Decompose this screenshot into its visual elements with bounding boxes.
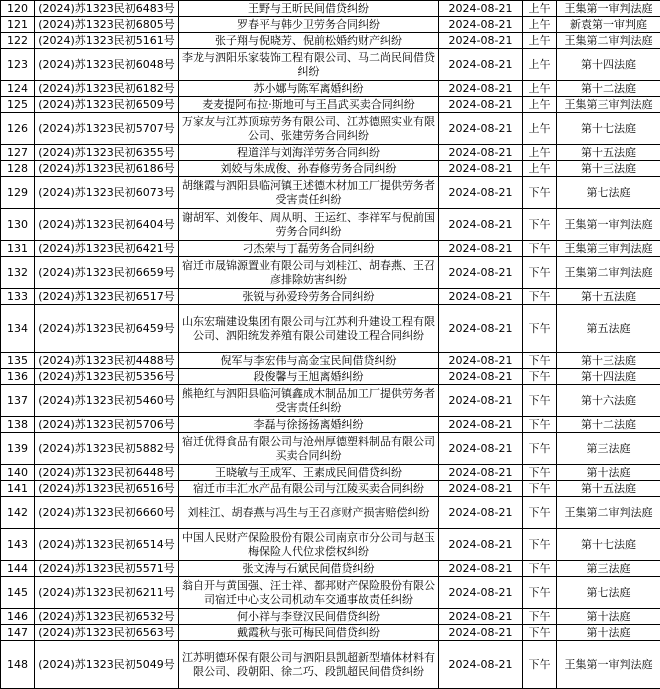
table-row (1, 289, 660, 305)
row-number: 141 (1, 481, 35, 497)
table-row (1, 353, 660, 369)
case-number: (2024)苏1323民初6517号 (35, 289, 179, 305)
table-row (1, 113, 660, 145)
courtroom: 第十四法庭 (557, 369, 660, 385)
case-title: 罗春平与韩少卫劳务合同纠纷 (179, 17, 439, 33)
case-number: (2024)苏1323民初6048号 (35, 49, 179, 81)
case-number: (2024)苏1323民初6404号 (35, 209, 179, 241)
courtroom: 新袁第一审判庭 (557, 17, 660, 33)
hearing-time: 上午 (523, 49, 557, 81)
hearing-date: 2024-08-21 (439, 577, 523, 609)
row-number: 132 (1, 257, 35, 289)
case-number: (2024)苏1323民初6073号 (35, 177, 179, 209)
table-row (1, 209, 660, 241)
case-title: 胡继霞与泗阳县临河镇王述德木材加工厂提供劳务者受害责任纠纷 (179, 177, 439, 209)
courtroom: 第十三法庭 (557, 161, 660, 177)
case-number: (2024)苏1323民初6182号 (35, 81, 179, 97)
courtroom: 第十七法庭 (557, 529, 660, 561)
case-title: 张文涛与石斌民间借贷纠纷 (179, 561, 439, 577)
table-row (1, 17, 660, 33)
row-number: 120 (1, 1, 35, 17)
courtroom: 第五法庭 (557, 305, 660, 353)
courtroom: 第三法庭 (557, 433, 660, 465)
case-number: (2024)苏1323民初5571号 (35, 561, 179, 577)
row-number: 127 (1, 145, 35, 161)
courtroom: 王集第三审判法庭 (557, 97, 660, 113)
table-row (1, 497, 660, 529)
row-number: 148 (1, 641, 35, 689)
case-number: (2024)苏1323民初6459号 (35, 305, 179, 353)
table-body (1, 1, 660, 689)
row-number: 144 (1, 561, 35, 577)
hearing-time: 下午 (523, 497, 557, 529)
case-number: (2024)苏1323民初4488号 (35, 353, 179, 369)
case-number: (2024)苏1323民初6805号 (35, 17, 179, 33)
row-number: 122 (1, 33, 35, 49)
courtroom: 第十法庭 (557, 609, 660, 625)
table-row (1, 625, 660, 641)
courtroom: 第七法庭 (557, 577, 660, 609)
hearing-date: 2024-08-21 (439, 353, 523, 369)
case-number: (2024)苏1323民初6516号 (35, 481, 179, 497)
hearing-date: 2024-08-21 (439, 1, 523, 17)
case-number: (2024)苏1323民初6448号 (35, 465, 179, 481)
row-number: 142 (1, 497, 35, 529)
row-number: 133 (1, 289, 35, 305)
hearing-date: 2024-08-21 (439, 17, 523, 33)
table-row (1, 529, 660, 561)
courtroom: 第十法庭 (557, 465, 660, 481)
hearing-date: 2024-08-21 (439, 113, 523, 145)
hearing-date: 2024-08-21 (439, 33, 523, 49)
row-number: 130 (1, 209, 35, 241)
hearing-time: 下午 (523, 385, 557, 417)
table-row (1, 33, 660, 49)
hearing-date: 2024-08-21 (439, 385, 523, 417)
courtroom: 王集第一审判法庭 (557, 641, 660, 689)
table-row (1, 481, 660, 497)
hearing-time: 下午 (523, 289, 557, 305)
courtroom: 第十三法庭 (557, 353, 660, 369)
case-number: (2024)苏1323民初6659号 (35, 257, 179, 289)
row-number: 123 (1, 49, 35, 81)
hearing-date: 2024-08-21 (439, 417, 523, 433)
hearing-date: 2024-08-21 (439, 97, 523, 113)
hearing-date: 2024-08-21 (439, 161, 523, 177)
hearing-time: 下午 (523, 625, 557, 641)
row-number: 137 (1, 385, 35, 417)
case-title: 刘姣与朱成俊、孙春修劳务合同纠纷 (179, 161, 439, 177)
hearing-time: 下午 (523, 353, 557, 369)
hearing-date: 2024-08-21 (439, 257, 523, 289)
hearing-time: 下午 (523, 481, 557, 497)
row-number: 129 (1, 177, 35, 209)
row-number: 138 (1, 417, 35, 433)
table-row (1, 257, 660, 289)
hearing-date: 2024-08-21 (439, 609, 523, 625)
courtroom: 第十二法庭 (557, 417, 660, 433)
hearing-date: 2024-08-21 (439, 433, 523, 465)
case-number: (2024)苏1323民初6532号 (35, 609, 179, 625)
case-title: 王晓敏与王成军、王素成民间借贷纠纷 (179, 465, 439, 481)
hearing-time: 上午 (523, 113, 557, 145)
case-number: (2024)苏1323民初5706号 (35, 417, 179, 433)
case-title: 江苏明德环保有限公司与泗阳县凯超新型墙体材料有限公司、段朝阳、徐二巧、段凯超民间借贷纠纷 (179, 641, 439, 689)
hearing-date: 2024-08-21 (439, 289, 523, 305)
table-row (1, 177, 660, 209)
hearing-time: 下午 (523, 209, 557, 241)
case-title: 翁自开与黄国强、汪士祥、都邦财产保险股份有限公司宿迁中心支公司机动车交通事故责任纠纷 (179, 577, 439, 609)
case-number: (2024)苏1323民初6514号 (35, 529, 179, 561)
case-number: (2024)苏1323民初6421号 (35, 241, 179, 257)
hearing-time: 下午 (523, 577, 557, 609)
courtroom: 王集第一审判法庭 (557, 209, 660, 241)
courtroom: 第十六法庭 (557, 385, 660, 417)
table-row (1, 1, 660, 17)
case-title: 程道洋与刘海洋劳务合同纠纷 (179, 145, 439, 161)
hearing-time: 下午 (523, 465, 557, 481)
case-number: (2024)苏1323民初6186号 (35, 161, 179, 177)
hearing-time: 上午 (523, 33, 557, 49)
case-title: 苏小娜与陈军离婚纠纷 (179, 81, 439, 97)
case-number: (2024)苏1323民初5049号 (35, 641, 179, 689)
courtroom: 第三法庭 (557, 561, 660, 577)
hearing-date: 2024-08-21 (439, 465, 523, 481)
row-number: 145 (1, 577, 35, 609)
courtroom: 第十五法庭 (557, 289, 660, 305)
row-number: 147 (1, 625, 35, 641)
courtroom: 第十五法庭 (557, 145, 660, 161)
table-row (1, 433, 660, 465)
case-title: 王野与王昕民间借贷纠纷 (179, 1, 439, 17)
case-title: 刘桂江、胡春燕与冯生与王召彦财产损害赔偿纠纷 (179, 497, 439, 529)
row-number: 124 (1, 81, 35, 97)
hearing-date: 2024-08-21 (439, 241, 523, 257)
hearing-date: 2024-08-21 (439, 529, 523, 561)
row-number: 135 (1, 353, 35, 369)
row-number: 121 (1, 17, 35, 33)
hearing-time: 上午 (523, 97, 557, 113)
case-title: 谢胡军、刘俊年、周从明、王运红、李祥军与倪前国劳务合同纠纷 (179, 209, 439, 241)
hearing-date: 2024-08-21 (439, 81, 523, 97)
courtroom: 第十五法庭 (557, 481, 660, 497)
row-number: 126 (1, 113, 35, 145)
hearing-date: 2024-08-21 (439, 145, 523, 161)
courtroom: 第十七法庭 (557, 113, 660, 145)
hearing-time: 下午 (523, 177, 557, 209)
table-row (1, 241, 660, 257)
hearing-date: 2024-08-21 (439, 641, 523, 689)
case-title: 李磊与徐扬扬离婚纠纷 (179, 417, 439, 433)
hearing-date: 2024-08-21 (439, 625, 523, 641)
case-title: 宿迁优得食品有限公司与沧州厚德塑料制品有限公司买卖合同纠纷 (179, 433, 439, 465)
table-row (1, 161, 660, 177)
hearing-time: 上午 (523, 17, 557, 33)
table-row (1, 577, 660, 609)
hearing-time: 上午 (523, 1, 557, 17)
case-title: 万家友与江苏顶琼劳务有限公司、江苏德照实业有限公司、张建劳务合同纠纷 (179, 113, 439, 145)
case-number: (2024)苏1323民初6563号 (35, 625, 179, 641)
hearing-date: 2024-08-21 (439, 305, 523, 353)
table-row (1, 417, 660, 433)
table-row (1, 49, 660, 81)
courtroom: 第七法庭 (557, 177, 660, 209)
hearing-time: 下午 (523, 433, 557, 465)
case-title: 何小祥与李登汉民间借贷纠纷 (179, 609, 439, 625)
case-title: 戴霞秋与张可梅民间借贷纠纷 (179, 625, 439, 641)
case-title: 熊艳红与泗阳县临河镇鑫成木制品加工厂提供劳务者受害责任纠纷 (179, 385, 439, 417)
hearing-time: 下午 (523, 369, 557, 385)
case-title: 倪军与李宏伟与高金宝民间借贷纠纷 (179, 353, 439, 369)
hearing-date: 2024-08-21 (439, 177, 523, 209)
case-title: 李龙与泗阳乐家装饰工程有限公司、马二尚民间借贷纠纷 (179, 49, 439, 81)
hearing-time: 上午 (523, 81, 557, 97)
courtroom: 王集第二审判法庭 (557, 33, 660, 49)
table-row (1, 385, 660, 417)
courtroom: 王集第二审判法庭 (557, 257, 660, 289)
hearing-date: 2024-08-21 (439, 497, 523, 529)
table-row (1, 561, 660, 577)
hearing-date: 2024-08-21 (439, 481, 523, 497)
case-title: 宿迁市丰汇水产品有限公司与江陵买卖合同纠纷 (179, 481, 439, 497)
case-number: (2024)苏1323民初6211号 (35, 577, 179, 609)
case-number: (2024)苏1323民初6660号 (35, 497, 179, 529)
case-number: (2024)苏1323民初5882号 (35, 433, 179, 465)
hearing-date: 2024-08-21 (439, 561, 523, 577)
courtroom: 王集第一审判法庭 (557, 1, 660, 17)
hearing-time: 下午 (523, 641, 557, 689)
row-number: 140 (1, 465, 35, 481)
row-number: 146 (1, 609, 35, 625)
table-row (1, 641, 660, 689)
hearing-time: 下午 (523, 257, 557, 289)
courtroom: 王集第三审判法庭 (557, 241, 660, 257)
row-number: 125 (1, 97, 35, 113)
case-title: 刁杰荣与丁磊劳务合同纠纷 (179, 241, 439, 257)
row-number: 143 (1, 529, 35, 561)
hearing-time: 上午 (523, 161, 557, 177)
hearing-time: 下午 (523, 305, 557, 353)
row-number: 139 (1, 433, 35, 465)
case-title: 段俊馨与王旭离婚纠纷 (179, 369, 439, 385)
row-number: 131 (1, 241, 35, 257)
case-title: 张子翔与倪晓芳、倪前松婚约财产纠纷 (179, 33, 439, 49)
hearing-time: 下午 (523, 417, 557, 433)
row-number: 128 (1, 161, 35, 177)
courtroom: 第十法庭 (557, 625, 660, 641)
case-number: (2024)苏1323民初5356号 (35, 369, 179, 385)
case-title: 宿迁市晟锦源置业有限公司与刘桂江、胡春燕、王召彦排除妨害纠纷 (179, 257, 439, 289)
hearing-date: 2024-08-21 (439, 209, 523, 241)
hearing-time: 下午 (523, 561, 557, 577)
case-number: (2024)苏1323民初6483号 (35, 1, 179, 17)
case-title: 山东宏瑞建设集团有限公司与江苏利升建设工程有限公司、泗阳统发养殖有限公司建设工程合同纠纷 (179, 305, 439, 353)
table-row (1, 145, 660, 161)
case-number: (2024)苏1323民初5161号 (35, 33, 179, 49)
hearing-time: 上午 (523, 145, 557, 161)
table-row (1, 97, 660, 113)
courtroom: 第十四法庭 (557, 49, 660, 81)
row-number: 134 (1, 305, 35, 353)
case-number: (2024)苏1323民初5707号 (35, 113, 179, 145)
case-title: 麦麦提阿布拉·斯地可与王昌武买卖合同纠纷 (179, 97, 439, 113)
hearing-date: 2024-08-21 (439, 369, 523, 385)
case-number: (2024)苏1323民初6509号 (35, 97, 179, 113)
case-number: (2024)苏1323民初6355号 (35, 145, 179, 161)
hearing-date: 2024-08-21 (439, 49, 523, 81)
courtroom: 王集第二审判法庭 (557, 497, 660, 529)
table-row (1, 369, 660, 385)
table-row (1, 81, 660, 97)
courtroom: 第十二法庭 (557, 81, 660, 97)
hearing-time: 下午 (523, 609, 557, 625)
row-number: 136 (1, 369, 35, 385)
case-title: 张锐与孙爱玲劳务合同纠纷 (179, 289, 439, 305)
hearing-time: 下午 (523, 529, 557, 561)
table-row (1, 609, 660, 625)
table-row (1, 465, 660, 481)
hearing-time: 下午 (523, 241, 557, 257)
table-row (1, 305, 660, 353)
case-number: (2024)苏1323民初5460号 (35, 385, 179, 417)
case-title: 中国人民财产保险股份有限公司南京市分公司与赵玉梅保险人代位求偿权纠纷 (179, 529, 439, 561)
